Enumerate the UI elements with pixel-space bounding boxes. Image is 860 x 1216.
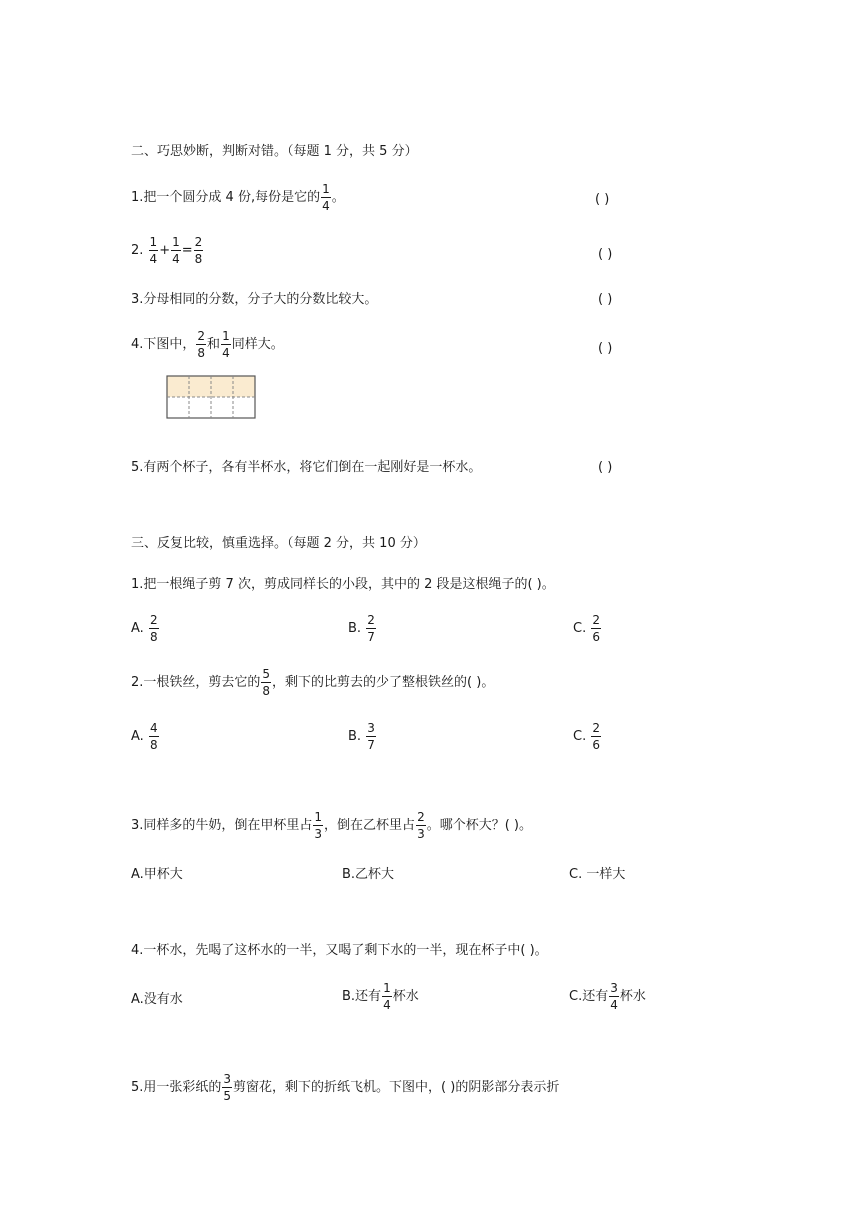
s3-question-1: 1.把一根绳子剪 7 次，剪成同样长的小段，其中的 2 段是这根绳子的( )。 [131,577,555,592]
section3-title: 三、反复比较，慎重选择。（每题 2 分，共 10 分） [131,536,426,551]
s2-q2-answer-blank[interactable]: ( ) [598,247,613,262]
s3-q2-option-a[interactable]: A. $\frac{4}{8}$ [131,721,158,752]
s2-question-5: 5.有两个杯子，各有半杯水，将它们倒在一起刚好是一杯水。 [131,460,482,475]
s3-q4-option-b[interactable]: B.还有 $\frac{1}{4}$ 杯水 [342,981,419,1012]
s2-q4-answer-blank[interactable]: ( ) [598,341,613,356]
s3-q3-option-a[interactable]: A.甲杯大 [131,867,183,882]
s2-q1-answer-blank[interactable]: ( ) [595,192,610,207]
s3-q1-option-b[interactable]: B. $\frac{2}{7}$ [348,613,375,644]
s2-question-3: 3.分母相同的分数，分子大的分数比较大。 [131,292,378,307]
s2-question-2: 2. $\frac{1}{4}$ + $\frac{1}{4}$ = $\frac{2}{8}$ [131,235,203,266]
s3-q1-option-c[interactable]: C. $\frac{2}{6}$ [573,613,600,644]
fraction: $\frac{1}{4}$ [322,182,330,213]
s3-question-5: 5.用一张彩纸的 $\frac{3}{5}$ 剪窗花，剩下的折纸飞机。下图中，( )的阴影部分表示折 [131,1072,560,1103]
grid-figure [166,375,256,419]
s3-q1-option-a[interactable]: A. $\frac{2}{8}$ [131,613,158,644]
s2-question-4: 4.下图中， $\frac{2}{8}$ 和 $\frac{1}{4}$ 同样大。 [131,329,284,360]
s3-q4-option-a[interactable]: A.没有水 [131,992,183,1007]
s3-question-2: 2.一根铁丝，剪去它的 $\frac{5}{8}$ ，剩下的比剪去的少了整根铁丝的( )。 [131,667,495,698]
s3-q2-option-c[interactable]: C. $\frac{2}{6}$ [573,721,600,752]
s3-question-3: 3.同样多的牛奶，倒在甲杯里占 $\frac{1}{3}$ ，倒在乙杯里占 $\frac{2}{3}$ 。哪个杯大？( )。 [131,810,532,841]
s2-question-1: 1.把一个圆分成 4 份,每份是它的 $\frac{1}{4}$ 。 [131,182,345,213]
s2-q5-answer-blank[interactable]: ( ) [598,460,613,475]
s3-q2-option-b[interactable]: B. $\frac{3}{7}$ [348,721,375,752]
s2-q3-answer-blank[interactable]: ( ) [598,292,613,307]
s3-question-4: 4.一杯水，先喝了这杯水的一半，又喝了剩下水的一半，现在杯子中( )。 [131,943,548,958]
s3-q4-option-c[interactable]: C.还有 $\frac{3}{4}$ 杯水 [569,981,646,1012]
s3-q3-option-b[interactable]: B.乙杯大 [342,867,395,882]
section2-title: 二、巧思妙断，判断对错。（每题 1 分，共 5 分） [131,144,418,159]
s3-q3-option-c[interactable]: C. 一样大 [569,867,626,882]
